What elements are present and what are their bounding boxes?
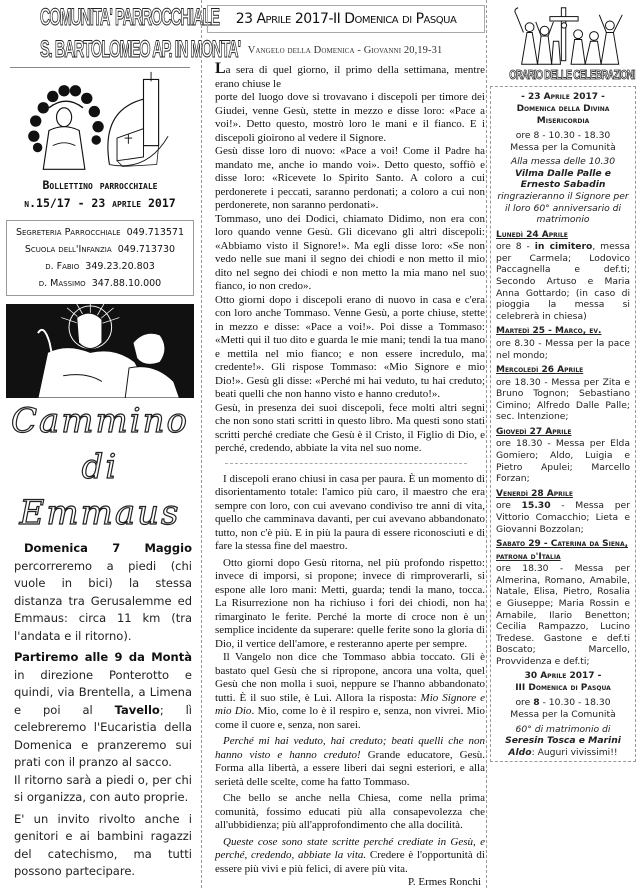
emmaus-title bbox=[0, 398, 200, 536]
bulletin-title: Bollettino parrocchiale bbox=[42, 178, 158, 192]
commentary bbox=[215, 473, 485, 890]
bulletin-info bbox=[0, 176, 200, 212]
emmaus-paragraph bbox=[14, 540, 192, 645]
times-text: - 10.30 - 18.30 bbox=[539, 697, 611, 709]
saint-and-church-icon bbox=[0, 70, 200, 174]
emmaus-description bbox=[14, 540, 192, 881]
bulletin-number: n.15/17 - 23 aprile 2017 bbox=[24, 196, 176, 210]
gospel-paragraph bbox=[215, 62, 485, 91]
issue-date-title: 23 Aprile 2017-II Domenica di Pasqua bbox=[207, 5, 485, 33]
sunday-name: III Domenica di Pasqua bbox=[515, 683, 611, 694]
jesus-and-disciple-icon bbox=[6, 304, 194, 398]
center-column bbox=[205, 0, 485, 890]
anniversary-note: ringrazieranno il Signore per il loro 60° anniversario di matrimonio bbox=[497, 190, 629, 226]
day-text: , messa per Carmela; Lodovico Paccagnella e def.ti; Secondo Artuso e Maria Anna Gottardo; (in caso di pioggia la messa si celebrerà in chiesa) bbox=[496, 241, 630, 322]
contact-phone: 349.23.20.803 bbox=[85, 261, 155, 272]
anniversary-names: Seresin Tosca e Marini bbox=[505, 735, 621, 747]
emmaus-text: ; lì celebreremo l'Eucaristia della Domenica e pranzeremo sui prati con il pranzo al sacco. bbox=[14, 702, 192, 769]
gospel-title: Vangelo della Domenica - Giovanni 20,19-31 bbox=[247, 45, 443, 56]
times-text: ore bbox=[515, 697, 534, 709]
emmaus-text: percorreremo a piedi (chi vuole in bici) la stessa distanza tra Gerusalemme ed Emmaus: circa 11 km (tra l'andata e il ritorno). bbox=[14, 558, 192, 643]
column-divider bbox=[201, 0, 202, 888]
contact-label: d. Massimo bbox=[38, 278, 86, 289]
emmaus-date: Domenica 7 Maggio bbox=[24, 541, 192, 555]
anniversary-name: Aldo bbox=[508, 746, 532, 758]
day-details bbox=[496, 241, 630, 322]
commentary-paragraph bbox=[215, 735, 485, 789]
contact-row bbox=[9, 275, 191, 292]
gospel-paragraph: porte del luogo dove si trovavano i discepoli per timore dei Giudei, venne Gesù, stette in mezzo e disse loro: «Pace a voi!». Detto questo, mostrò loro le mani e il fianco. E i discepoli gioirono al vedere il Signore. bbox=[215, 91, 485, 144]
emmaus-title-line1: Cammino bbox=[10, 401, 189, 441]
day-highlight: 15.30 bbox=[521, 500, 551, 512]
gospel-text bbox=[215, 62, 485, 456]
day-details: ore 18.30 - Messa per Elda Gomiero; Aldo, Luigia e Pietro Apulei; Marcello Forzan; bbox=[496, 438, 630, 485]
day-heading: Lunedì 24 Aprile bbox=[496, 229, 568, 240]
mass-times bbox=[496, 697, 630, 709]
drop-cap: L bbox=[215, 60, 226, 77]
emmaus-place: Tavello bbox=[114, 702, 160, 717]
parish-logo-illustration bbox=[0, 70, 200, 174]
day-heading: Sabato 29 - Caterina da Siena, patrona d'Italia bbox=[496, 539, 629, 562]
emmaus-illustration bbox=[6, 304, 194, 398]
commentary-paragraph: I discepoli erano chiusi in casa per paura. È un momento di disorientamento totale: l'amico più caro, il maestro che era sempre con loro, con cui avevano condiviso tre anni di vita, quello che camminava davanti, per cui avevano abbandonato tutto, non c'è più. E in più la paura di essere riconosciuti e di fare la stessa fine del maestro. bbox=[215, 472, 485, 552]
contact-row bbox=[9, 241, 191, 258]
contact-row bbox=[9, 224, 191, 241]
section-divider bbox=[225, 463, 467, 464]
day-text: ore bbox=[496, 500, 522, 512]
author-signature: P. Ermes Ronchi bbox=[407, 876, 481, 888]
commentary-paragraph: Otto giorni dopo Gesù ritorna, nel più profondo rispetto: invece di imporsi, si propone; invece di rimproverarli, si espone alle loro mani: Metti, guarda; tendi la mano, tocca. La Risurrezione non ha richiuso i fori dei chiodi, non ha rimarginato le ferite. Perché la morte di croce non è un semplice incidente da superare: quelle ferite sono la gloria di Dio, il vertice dell'amore, e resteranno aperte per sempre. bbox=[215, 556, 485, 650]
contacts-box bbox=[6, 220, 194, 296]
day-heading: Giovedì 27 Aprile bbox=[496, 426, 572, 437]
masthead bbox=[0, 0, 241, 68]
commentary-paragraph bbox=[215, 651, 485, 732]
day-text: ore 8 - bbox=[496, 241, 535, 253]
right-column bbox=[488, 0, 640, 762]
schedule-box bbox=[490, 86, 636, 762]
contact-row bbox=[9, 258, 191, 275]
emmaus-paragraph: E' un invito rivolto anche i genitori e ai bambini ragazzi del catechismo, ma tutti possono partecipare. bbox=[14, 811, 192, 878]
day-highlight: in cimitero bbox=[534, 241, 593, 253]
contact-phone: 049.713730 bbox=[117, 244, 176, 255]
emmaus-departure: Partiremo alle 9 da Montà bbox=[14, 650, 192, 664]
masthead-line1: COMUNITA' PARROCCHIALE bbox=[39, 4, 220, 31]
masthead-rule bbox=[10, 67, 190, 68]
contact-label: d. Fabio bbox=[45, 261, 80, 272]
contact-label: Segreteria Parrocchiale bbox=[15, 227, 121, 238]
commentary-text: . Mio, come lo è il respiro e, senza, non vivrei. Mio come il cuore e, senza, non sarei. bbox=[215, 705, 486, 731]
day-heading: Venerdì 28 Aprile bbox=[496, 488, 573, 499]
commentary-text: Grande educatore, Gesù. Forma alla libertà, a essere liberi dai segni esteriori, e alla serietà delle scelte, come ha fatto Tommaso. bbox=[215, 748, 486, 788]
commentary-quote: Mio Signore e mio Dio bbox=[215, 691, 485, 717]
schedule-title: ORARIO DELLE CELEBRAZIONI bbox=[509, 67, 635, 82]
gospel-paragraph: Gesù disse loro di nuovo: «Pace a voi! Come il Padre ha mandato me, anche io mando voi». Detto questo, soffiò e disse loro: «Ricevete lo Spirito Santo. A coloro a cui perdonerete i peccati, saranno perdonati; a coloro a cui non perdonerete, non saranno perdonati». bbox=[215, 145, 485, 211]
celebration-illustration bbox=[488, 6, 640, 66]
sunday-date: 30 Aprile 2017 - bbox=[524, 671, 602, 682]
gospel-paragraph: Gesù, in presenza dei suoi discepoli, fece molti altri segni che non sono stati scritti in questo libro. Ma questi sono stati scritti perché crediate che Gesù è il Cristo, il Figlio di Dio, e perché, credendo, abbiate la vita nel suo nome. bbox=[215, 401, 485, 454]
day-text: - Messa per Vittorio Comacchio; Lieta e Giovanni Bozzolan; bbox=[496, 500, 630, 535]
left-column bbox=[0, 0, 241, 885]
commentary-text: Il Vangelo non dice che Tommaso abbia toccato. Gli è bastato quel Gesù che si ripropone, ancora una volta, quel Gesù che non molla i suoi, neppure se l'hanno abbandonato tutti. È il suo stile, è Lui. Allora la risposta: bbox=[215, 651, 485, 704]
day-details: ore 8.30 - Messa per la pace nel mondo; bbox=[496, 337, 630, 361]
masthead-line2: S. BARTOLOMEO AP. IN MONTA' bbox=[39, 36, 241, 63]
day-details: ore 18.30 - Messa per Almerina, Romano, Amabile, Natale, Elisa, Pietro, Rosalia e Giuseppe; Maria Rossin e Amabile, Ilario Benetton; Cecilia Rampazzo, Lucino Tredese. Gastone e def.ti Boscato; Marcello, Provvidenza e def.ti; bbox=[496, 563, 630, 667]
anniversary-intro: Alla messa delle 10.30 bbox=[510, 156, 616, 168]
gospel-paragraph: Otto giorni dopo i discepoli erano di nuovo in casa e c'era con loro anche Tommaso. Venne Gesù, a porte chiuse, stette in mezzo e disse: «Pace a voi!». Poi disse a Tommaso: «Metti qui il tuo dito e guarda le mie mani; tendi la tua mano e mettila nel mio fianco; e non essere incredulo, ma credente!». Gli rispose Tommaso: «Mio Signore e mio Dio!». Gesù gli disse: «Perché mi hai veduto, tu hai creduto; beati quelli che non hanno visto e hanno creduto!». bbox=[215, 293, 485, 400]
emmaus-paragraph: Il ritorno sarà a piedi o, per chi si organizza, con auto proprie. bbox=[14, 772, 192, 804]
commentary-quote: Queste cose sono state scritte perché crediate in Gesù, e perché, credendo, abbiate la vita. bbox=[215, 835, 485, 861]
mass-intent: Messa per la Comunità bbox=[510, 709, 616, 721]
commentary-text: Credere è l'opportunità di essere più vivi e più felici, di avere più vita. bbox=[215, 849, 485, 875]
people-and-cross-icon bbox=[488, 6, 640, 66]
anniversary-note bbox=[496, 747, 630, 759]
commentary-paragraph: Che bello se anche nella Chiesa, come nella prima comunità, fossimo educati più alla consapevolezza che all'ubbidienza; più all'approfondimento che alla docilità. bbox=[215, 792, 485, 831]
day-heading: Martedì 25 - Marco, ev. bbox=[496, 326, 602, 337]
emmaus-paragraph bbox=[14, 649, 192, 772]
sunday-name: Domenica della Divina Misericordia bbox=[516, 104, 610, 126]
anniversary-names: Vilma Dalle Palle e Ernesto Sabadin bbox=[514, 167, 612, 191]
column-divider bbox=[486, 0, 487, 888]
emmaus-title-line2: di Emmaus bbox=[19, 447, 181, 533]
sunday-date: - 23 Aprile 2017 - bbox=[521, 92, 605, 102]
day-details: ore 18.30 - Messa per Zita e Bruno Tognon; Sebastiano Cimino; Alfredo Dalle Palle; sec. Intenzione; bbox=[496, 376, 630, 423]
anniversary-intro: 60° di matrimonio di bbox=[515, 723, 611, 735]
emmaus-text: in direzione Ponterotto e quindi, via Brentella, a Limena e poi al bbox=[14, 667, 192, 717]
mass-times: ore 8 - 10.30 - 18.30 bbox=[515, 130, 611, 141]
mass-intent: Messa per la Comunità bbox=[510, 141, 616, 153]
gospel-line: a sera di quel giorno, il primo della settimana, mentre erano chiuse le bbox=[215, 64, 485, 90]
gospel-paragraph: Tommaso, uno dei Dodici, chiamato Didimo, non era con loro quando venne Gesù. Gli dicevano gli altri discepoli: «Abbiamo visto il Signore!». Ma egli disse loro: «Se non vedo nelle sue mani il segno dei chiodi e non metto il mio dito nel segno dei chiodi e non metto la mia mano nel suo fianco, io non credo». bbox=[215, 212, 485, 292]
commentary-paragraph bbox=[215, 836, 485, 877]
contact-phone: 049.713571 bbox=[126, 227, 185, 238]
times-highlight: 8 bbox=[533, 697, 540, 709]
day-heading: Mercoledì 26 Aprile bbox=[496, 365, 584, 376]
contact-label: Scuola dell'Infanzia bbox=[24, 244, 112, 255]
greeting-text: : Auguri vivissimi!! bbox=[531, 746, 618, 758]
day-details bbox=[496, 500, 630, 535]
contact-phone: 347.88.10.000 bbox=[91, 278, 162, 289]
commentary-quote: Perché mi hai veduto, hai creduto; beati quelli che non hanno visto e hanno creduto! bbox=[215, 735, 485, 761]
